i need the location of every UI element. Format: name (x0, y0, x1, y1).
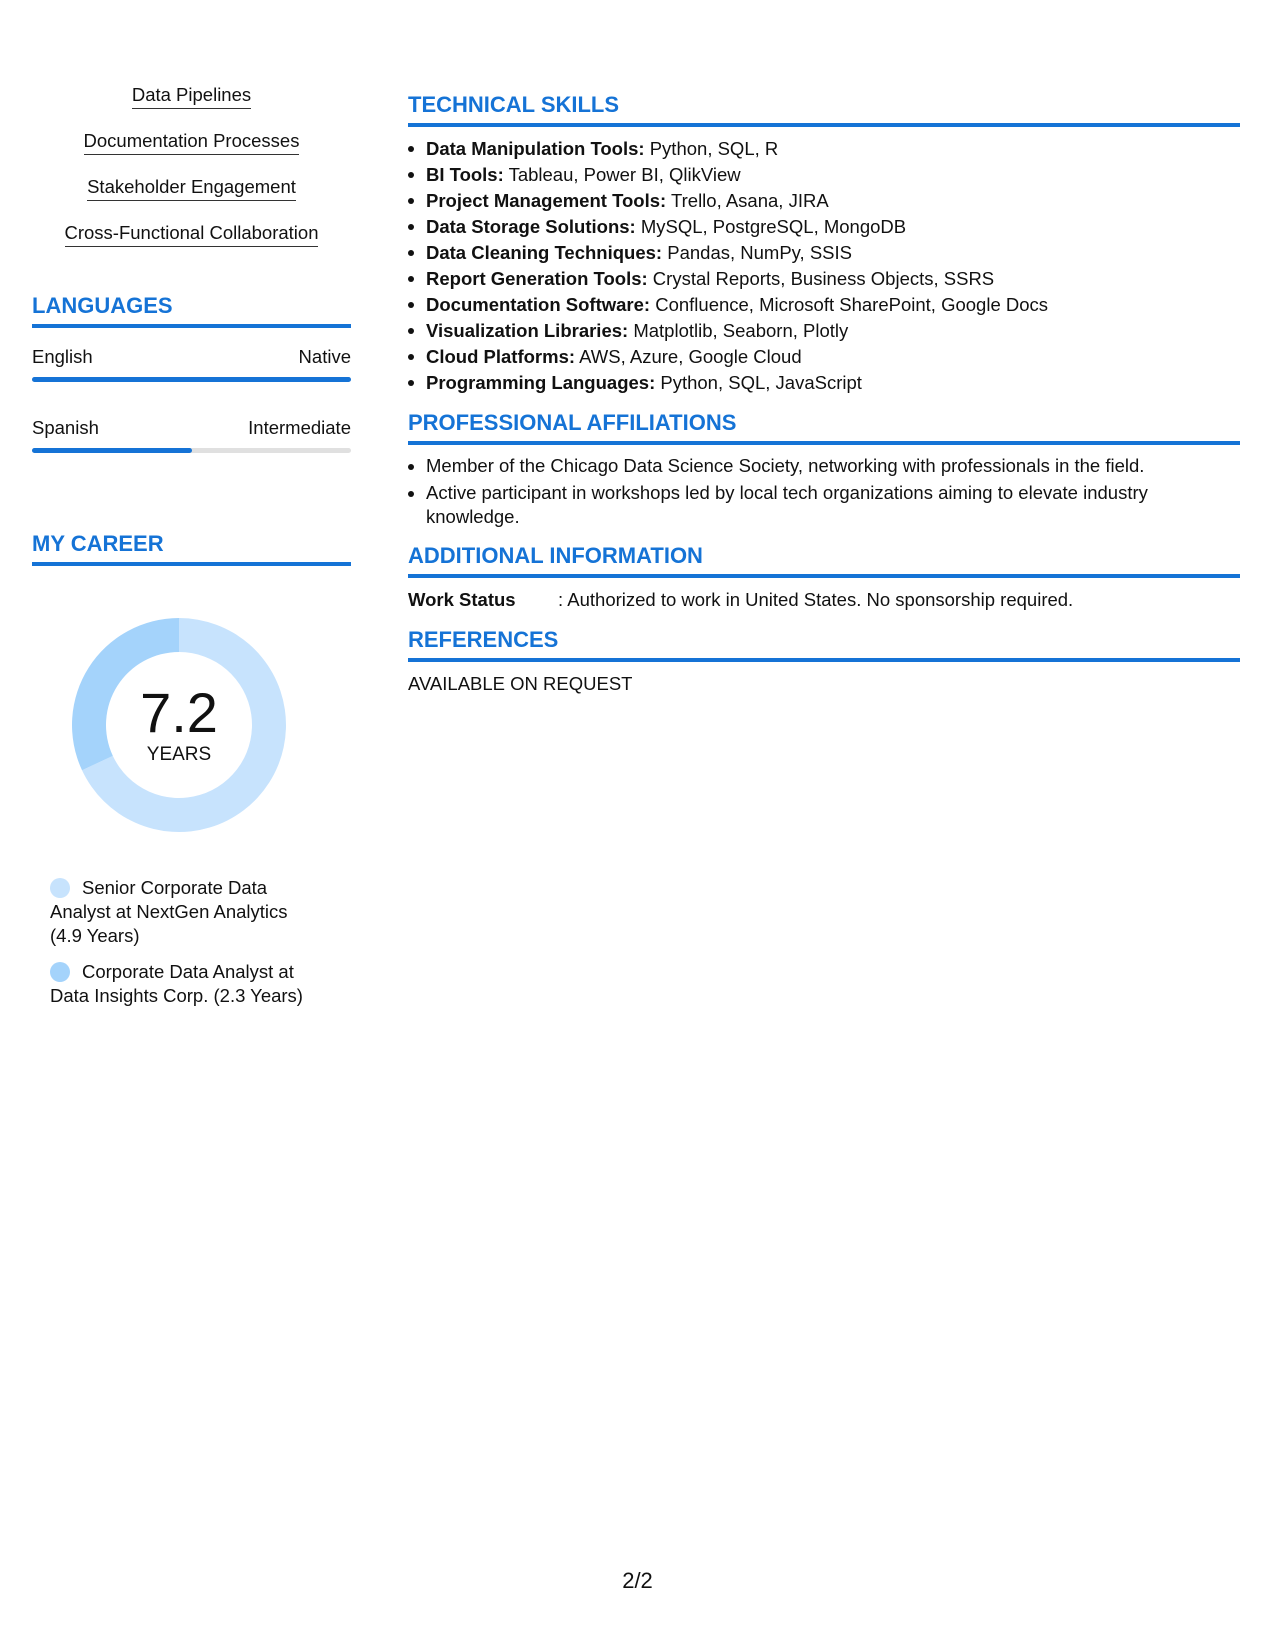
list-item: Data Manipulation Tools: Python, SQL, R (408, 136, 1240, 162)
career-total-value: 7.2 (140, 681, 218, 744)
legend-item (50, 876, 310, 948)
left-column (32, 84, 351, 1020)
language-proficiency-fill (32, 448, 192, 453)
list-item: Report Generation Tools: Crystal Reports, Business Objects, SSRS (408, 266, 1240, 292)
additional-info-heading: ADDITIONAL INFORMATION (408, 543, 1240, 578)
language-level: Native (298, 346, 351, 367)
language-name: English (32, 346, 93, 367)
legend-label: Corporate Data Analyst at Data Insights Corp. (2.3 Years) (50, 961, 303, 1006)
work-status-key: Work Status (408, 589, 516, 610)
legend-label: Senior Corporate Data Analyst at NextGen Analytics (4.9 Years) (50, 877, 288, 946)
list-item: BI Tools: Tableau, Power BI, QlikView (408, 162, 1240, 188)
references-text: AVAILABLE ON REQUEST (408, 673, 633, 694)
right-column (408, 92, 1240, 711)
language-level: Intermediate (248, 417, 351, 438)
list-item: Data Storage Solutions: MySQL, PostgreSQL, MongoDB (408, 214, 1240, 240)
career-legend (50, 876, 310, 1008)
references-section (408, 627, 1240, 697)
list-item: Member of the Chicago Data Science Society, networking with professionals in the field. (408, 454, 1240, 478)
work-status-value: : Authorized to work in United States. No sponsorship required. (558, 589, 1074, 610)
list-item: Visualization Libraries: Matplotlib, Seaborn, Plotly (408, 318, 1240, 344)
list-item: Data Cleaning Techniques: Pandas, NumPy, SSIS (408, 240, 1240, 266)
career-heading: MY CAREER (32, 531, 351, 566)
technical-skills-list (408, 136, 1240, 396)
list-item: Programming Languages: Python, SQL, JavaScript (408, 370, 1240, 396)
list-item: Active participant in workshops led by local tech organizations aiming to elevate industry knowledge. (408, 481, 1240, 529)
technical-skills-heading: TECHNICAL SKILLS (408, 92, 1240, 127)
skill-tag: Cross-Functional Collaboration (32, 222, 351, 247)
technical-skills-section (408, 92, 1240, 396)
languages-section (32, 293, 351, 453)
skill-tags (32, 84, 351, 247)
skill-tag: Stakeholder Engagement (32, 176, 351, 201)
career-donut-chart (64, 610, 294, 840)
skill-tag: Data Pipelines (32, 84, 351, 109)
career-section (32, 531, 351, 1008)
list-item: Project Management Tools: Trello, Asana, JIRA (408, 188, 1240, 214)
language-proficiency-bar (32, 448, 351, 453)
language-item (32, 346, 351, 382)
legend-item (50, 960, 310, 1008)
language-item (32, 417, 351, 453)
list-item: Cloud Platforms: AWS, Azure, Google Cloud (408, 344, 1240, 370)
skill-tag: Documentation Processes (32, 130, 351, 155)
language-proficiency-fill (32, 377, 351, 382)
references-heading: REFERENCES (408, 627, 1240, 662)
language-proficiency-bar (32, 377, 351, 382)
additional-info-section (408, 543, 1240, 613)
affiliations-list (408, 454, 1240, 529)
legend-dot-icon (50, 962, 70, 982)
languages-heading: LANGUAGES (32, 293, 351, 328)
language-name: Spanish (32, 417, 99, 438)
page-number: 2/2 (622, 1568, 653, 1593)
affiliations-heading: PROFESSIONAL AFFILIATIONS (408, 410, 1240, 445)
career-total-unit: YEARS (146, 744, 212, 765)
legend-dot-icon (50, 878, 70, 898)
list-item: Documentation Software: Confluence, Microsoft SharePoint, Google Docs (408, 292, 1240, 318)
affiliations-section (408, 410, 1240, 529)
work-status-row (408, 587, 1240, 613)
